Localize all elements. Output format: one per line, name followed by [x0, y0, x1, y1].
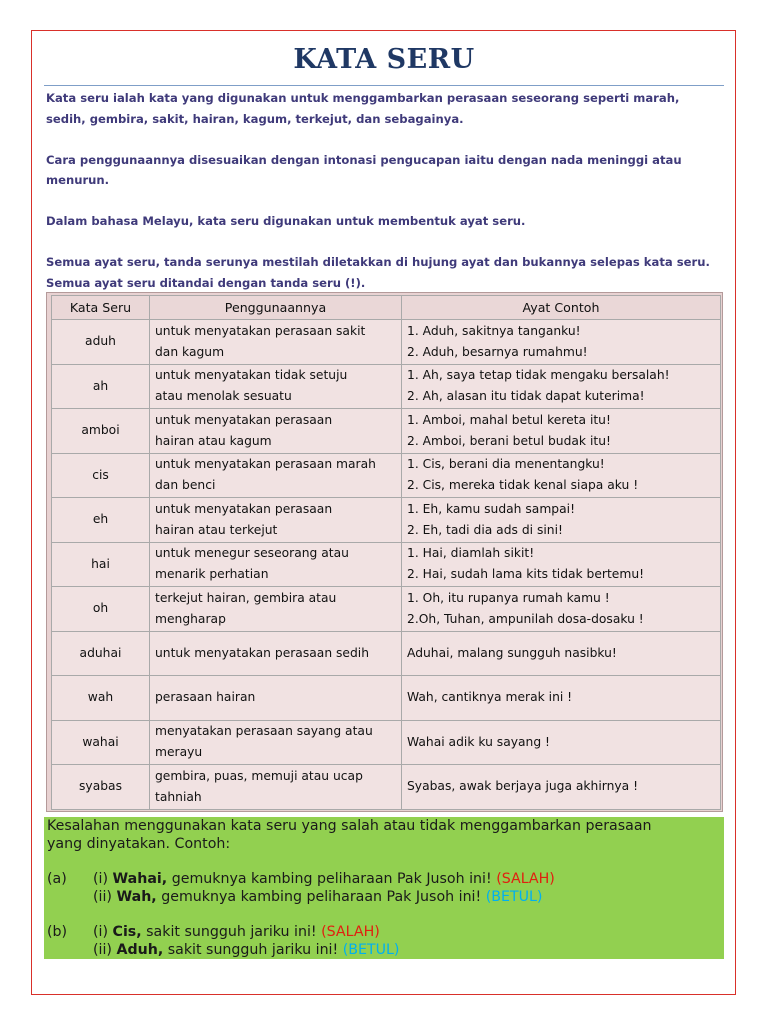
penggunaan-line: untuk menyatakan perasaan sakit [155, 323, 366, 338]
penggunaan-line: untuk menyatakan perasaan [155, 412, 333, 427]
table-row [52, 631, 721, 676]
ayat-contoh-line: 2. Eh, tadi dia ads di sini! [407, 522, 563, 537]
ayat-contoh-line: 2. Hai, sudah lama kits tidak bertemu! [407, 567, 645, 582]
penggunaan-line: dan benci [155, 478, 216, 493]
kata-seru-cell: wah [52, 676, 150, 721]
ayat-contoh-cell [402, 631, 721, 676]
example-num: (ii) [93, 889, 112, 905]
page-title: KATA SERU [293, 44, 475, 75]
ayat-contoh-cell [402, 409, 721, 454]
kata-seru-cell: aduhai [52, 631, 150, 676]
ayat-contoh-line: Aduhai, malang sungguh nasibku! [407, 645, 617, 660]
ayat-contoh-cell [402, 765, 721, 810]
header-ayat-contoh: Ayat Contoh [402, 296, 721, 320]
example-num: (i) [93, 924, 109, 940]
penggunaan-cell [150, 320, 402, 365]
ayat-contoh-line: 1. Eh, kamu sudah sampai! [407, 501, 575, 516]
error-intro-line: yang dinyatakan. Contoh: [47, 836, 231, 852]
intro-paragraph: Cara penggunaannya disesuaikan dengan intonasi pengucapan iaitu dengan nada meninggi atau menurun. [46, 152, 682, 187]
example-num: (ii) [93, 942, 112, 958]
ayat-contoh-line: 1. Ah, saya tetap tidak mengaku bersalah! [407, 368, 670, 383]
kata-seru-cell: ah [52, 364, 150, 409]
table-row [52, 720, 721, 765]
penggunaan-cell [150, 720, 402, 765]
ayat-contoh-cell [402, 453, 721, 498]
table-row [52, 765, 721, 810]
ayat-contoh-line: 1. Oh, itu rupanya rumah kamu ! [407, 590, 610, 605]
example-sentence: gemuknya kambing peliharaan Pak Jusoh ini! [161, 889, 482, 905]
betul-tag: (BETUL) [342, 942, 400, 958]
ayat-contoh-line: 2. Ah, alasan itu tidak dapat kuterima! [407, 389, 645, 404]
penggunaan-line: untuk menegur seseorang atau [155, 546, 349, 561]
header-kata-seru: Kata Seru [52, 296, 150, 320]
penggunaan-line: untuk menyatakan tidak setuju [155, 368, 348, 383]
table-row [52, 409, 721, 454]
penggunaan-cell [150, 765, 402, 810]
ayat-contoh-cell [402, 498, 721, 543]
table-row [52, 587, 721, 632]
betul-tag: (BETUL) [485, 889, 543, 905]
intro-paragraph: Semua ayat seru, tanda serunya mestilah diletakkan di hujung ayat dan bukannya selepas kata seru. Semua ayat seru ditandai dengan tanda seru (!). [46, 255, 710, 290]
penggunaan-line: menyatakan perasaan sayang atau [155, 724, 373, 739]
table-row [52, 676, 721, 721]
penggunaan-line: menarik perhatian [155, 567, 269, 582]
ayat-contoh-cell [402, 720, 721, 765]
penggunaan-line: mengharap [155, 611, 226, 626]
title-underline [44, 85, 724, 86]
penggunaan-cell [150, 542, 402, 587]
table-row [52, 364, 721, 409]
example-word: Wah, [116, 889, 157, 905]
penggunaan-line: untuk menyatakan perasaan sedih [155, 645, 370, 660]
intro-text [46, 88, 722, 314]
ayat-contoh-line: 2. Cis, mereka tidak kenal siapa aku ! [407, 478, 639, 493]
penggunaan-cell [150, 364, 402, 409]
ayat-contoh-line: 2. Amboi, berani betul budak itu! [407, 433, 611, 448]
penggunaan-line: merayu [155, 745, 203, 760]
salah-tag: (SALAH) [496, 871, 555, 887]
example-b-ii [93, 942, 399, 960]
example-word: Aduh, [116, 942, 164, 958]
kata-seru-cell: hai [52, 542, 150, 587]
example-sentence: sakit sungguh jariku ini! [146, 924, 317, 940]
ayat-contoh-line: 1. Aduh, sakitnya tanganku! [407, 323, 581, 338]
penggunaan-cell [150, 453, 402, 498]
penggunaan-line: untuk menyatakan perasaan marah [155, 457, 376, 472]
intro-paragraph: Kata seru ialah kata yang digunakan untuk menggambarkan perasaan seseorang seperti marah, sedih, gembira, sakit, hairan, kagum, terkejut, dan sebagainya. [46, 91, 680, 126]
kata-seru-cell: wahai [52, 720, 150, 765]
error-intro-line: Kesalahan menggunakan kata seru yang salah atau tidak menggambarkan perasaan [47, 818, 652, 834]
penggunaan-line: untuk menyatakan perasaan [155, 501, 333, 516]
penggunaan-line: atau menolak sesuatu [155, 389, 292, 404]
kata-seru-cell: cis [52, 453, 150, 498]
penggunaan-line: terkejut hairan, gembira atau [155, 590, 337, 605]
penggunaan-line: perasaan hairan [155, 690, 256, 705]
header-penggunaannya: Penggunaannya [150, 296, 402, 320]
error-examples-box [44, 817, 724, 959]
example-num: (i) [93, 871, 109, 887]
kata-seru-cell: syabas [52, 765, 150, 810]
ayat-contoh-cell [402, 587, 721, 632]
kata-seru-cell: oh [52, 587, 150, 632]
example-a-ii [93, 889, 542, 907]
kata-seru-cell: eh [52, 498, 150, 543]
intro-paragraph: Dalam bahasa Melayu, kata seru digunakan untuk membentuk ayat seru. [46, 214, 526, 228]
ayat-contoh-line: 1. Cis, berani dia menentangku! [407, 457, 605, 472]
penggunaan-cell [150, 409, 402, 454]
example-a-i [93, 871, 555, 889]
salah-tag: (SALAH) [321, 924, 380, 940]
penggunaan-line: gembira, puas, memuji atau ucap [155, 768, 363, 783]
table-row [52, 453, 721, 498]
penggunaan-cell [150, 587, 402, 632]
table-header-row [52, 296, 721, 320]
ayat-contoh-line: 2.Oh, Tuhan, ampunilah dosa-dosaku ! [407, 611, 644, 626]
example-a-label: (a) [47, 871, 67, 887]
example-b-label: (b) [47, 924, 68, 940]
table-row [52, 498, 721, 543]
ayat-contoh-cell [402, 676, 721, 721]
table-row [52, 542, 721, 587]
ayat-contoh-line: Syabas, awak berjaya juga akhirnya ! [407, 779, 639, 794]
ayat-contoh-line: 1. Hai, diamlah sikit! [407, 546, 535, 561]
penggunaan-line: dan kagum [155, 344, 225, 359]
penggunaan-cell [150, 498, 402, 543]
penggunaan-line: hairan atau terkejut [155, 522, 278, 537]
example-b-i [93, 924, 380, 942]
table-row [52, 320, 721, 365]
penggunaan-line: tahniah [155, 789, 202, 804]
ayat-contoh-cell [402, 542, 721, 587]
kata-seru-table [51, 295, 721, 810]
ayat-contoh-line: 2. Aduh, besarnya rumahmu! [407, 344, 588, 359]
ayat-contoh-cell [402, 320, 721, 365]
example-sentence: sakit sungguh jariku ini! [167, 942, 339, 958]
example-word: Wahai, [112, 871, 168, 887]
penggunaan-cell [150, 631, 402, 676]
ayat-contoh-line: Wah, cantiknya merak ini ! [407, 690, 573, 705]
kata-seru-cell: aduh [52, 320, 150, 365]
ayat-contoh-line: Wahai adik ku sayang ! [407, 734, 550, 749]
kata-seru-table-container [46, 292, 723, 812]
ayat-contoh-line: 1. Amboi, mahal betul kereta itu! [407, 412, 611, 427]
example-sentence: gemuknya kambing peliharaan Pak Jusoh ini! [171, 871, 492, 887]
example-word: Cis, [112, 924, 142, 940]
penggunaan-cell [150, 676, 402, 721]
penggunaan-line: hairan atau kagum [155, 433, 272, 448]
kata-seru-cell: amboi [52, 409, 150, 454]
ayat-contoh-cell [402, 364, 721, 409]
